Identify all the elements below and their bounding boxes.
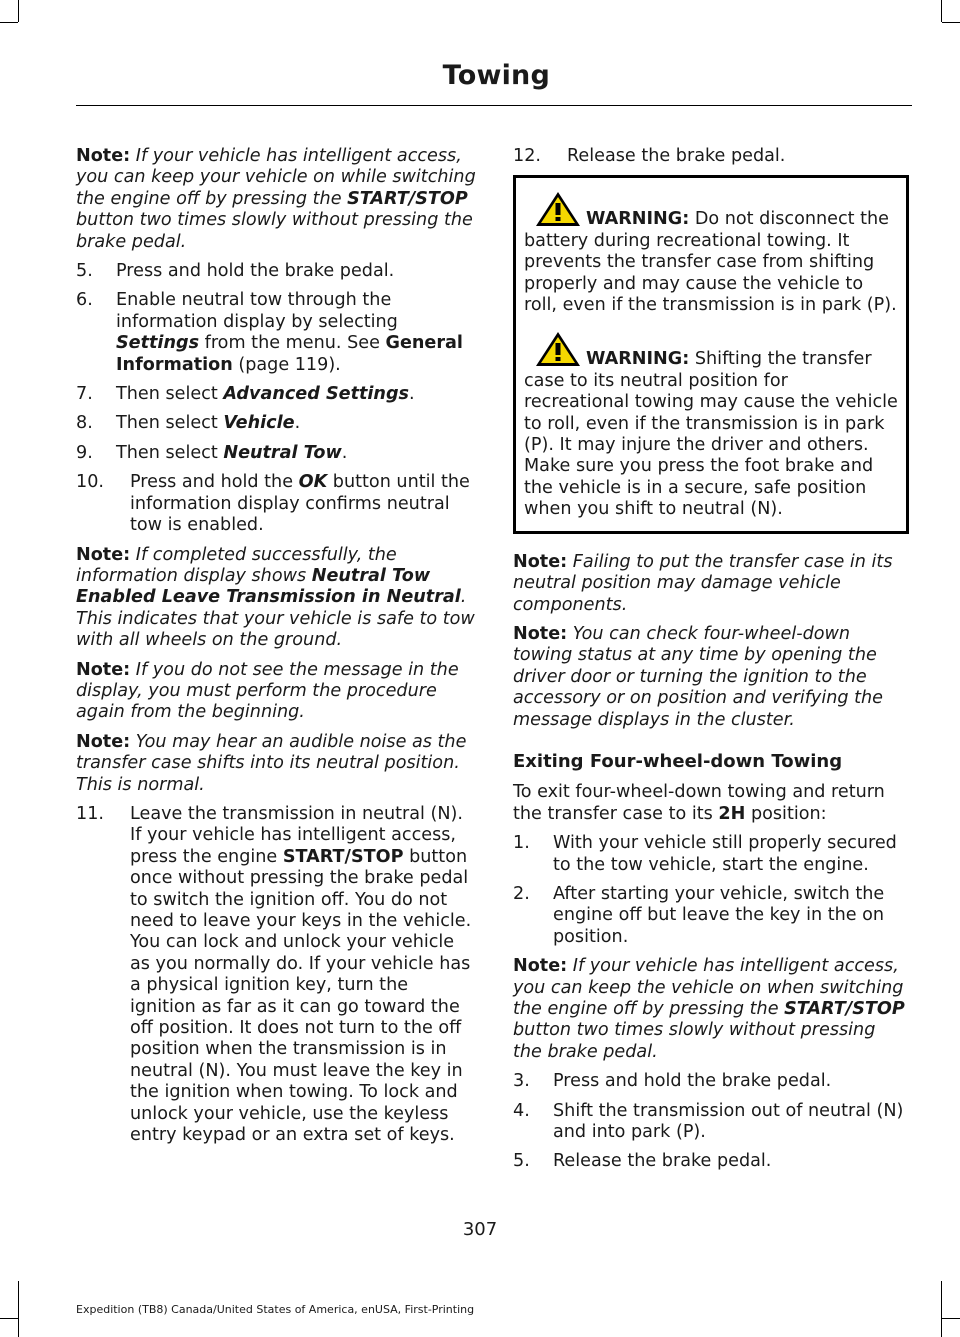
step-6	[76, 290, 476, 376]
note-text: If you do not see the message in the display, you must perform the procedure again from the beginning.	[76, 659, 459, 723]
step-text	[116, 443, 476, 464]
note-label: Note:	[513, 623, 568, 644]
note-text: You may hear an audible noise as the transfer case shifts into its neutral position. This is normal.	[76, 731, 467, 795]
step-number: 8.	[76, 413, 93, 434]
step-7	[76, 384, 476, 405]
intro-text: To exit four-wheel-down towing and return the transfer case to its	[513, 782, 885, 824]
note-label: Note:	[76, 146, 131, 166]
note-text: If your vehicle has intelligent access, you can keep the vehicle on when switching the engine off by pressing the	[513, 956, 904, 1019]
note-label: Note:	[76, 544, 131, 565]
step-text	[116, 290, 476, 376]
left-column	[76, 146, 476, 1154]
step-number: 3.	[513, 1071, 530, 1092]
warning-text: Do not disconnect the battery during recreational towing. It prevents the transfer case from shifting properly and may cause the vehicle to roll, even if the transmission is in park (P).	[524, 209, 897, 316]
cross-reference: General Information	[116, 333, 463, 375]
note	[513, 552, 909, 616]
note-text: . This indicates that your vehicle is safe to tow with all wheels on the ground.	[76, 587, 475, 651]
crop-mark	[0, 22, 18, 23]
menu-item-settings: Settings	[116, 333, 200, 354]
warning-box	[513, 175, 909, 533]
step-3	[513, 1071, 909, 1092]
step-number: 1.	[513, 833, 530, 854]
note-emphasis: Neutral Tow Enabled Leave Transmission in Neutral	[76, 565, 461, 608]
step-4	[513, 1101, 909, 1144]
step-text-part: .	[341, 442, 348, 463]
note-label: Note:	[513, 551, 568, 572]
note-label: Note:	[513, 956, 568, 977]
step-2	[513, 884, 909, 948]
crop-mark	[18, 0, 19, 22]
right-column	[513, 146, 909, 1181]
footer: Expedition (TB8) Canada/United States of America, enUSA, First-Printing	[76, 1303, 475, 1316]
crop-mark	[942, 22, 960, 23]
page-title: Towing	[442, 60, 550, 91]
note-label: Note:	[76, 731, 131, 752]
crop-mark	[941, 1281, 942, 1337]
step-text	[116, 413, 476, 434]
step-text-part: button once without pressing the brake pedal to switch the ignition off. You do not need to leave your keys in the vehicle. You can lock and unlock your vehicle as you normally do. If your vehicle has a physical ignition key, turn the ignition as far as it can go toward the off position. It does not turn to the off position when the transmission is in neutral (N). You must leave the key in the ignition when towing. To lock and unlock your vehicle, use the keyless entry keypad or an extra set of keys.	[130, 846, 472, 1146]
ok-button-reference: OK	[298, 472, 328, 493]
start-stop-reference: START/STOP	[282, 846, 404, 867]
note	[513, 956, 909, 1063]
crop-mark	[18, 1281, 19, 1337]
step-number: 2.	[513, 883, 530, 904]
step-1	[513, 833, 909, 876]
crop-mark	[941, 0, 942, 22]
note-text: button two times slowly without pressing the brake pedal.	[76, 210, 473, 252]
step-text-part: .	[409, 384, 415, 405]
warning-text: Shifting the transfer case to its neutral position for recreational towing may cause the vehicle to roll, even if the transmission is in park (P). It may injure the driver and others. Make sure you press the foot brake and the vehicle is in a secure, safe position when you shift to neutral (N).	[524, 349, 898, 520]
step-10	[76, 472, 476, 536]
page-reference: (page 119).	[232, 354, 341, 375]
header-rule	[76, 105, 912, 106]
step-text: Press and hold the brake pedal.	[116, 261, 395, 282]
step-text-part: Then select	[116, 442, 224, 463]
position-2h: 2H	[718, 803, 746, 824]
step-9	[76, 443, 476, 464]
warning	[524, 330, 898, 520]
step-text	[116, 384, 476, 405]
warning-triangle-icon	[534, 190, 582, 228]
note	[76, 732, 476, 796]
step-5	[76, 261, 476, 282]
page-number: 307	[462, 1219, 498, 1240]
crop-mark	[942, 1318, 960, 1319]
step-text: With your vehicle still properly secured to the tow vehicle, start the engine.	[553, 833, 897, 875]
note	[76, 545, 476, 652]
step-number: 9.	[76, 442, 93, 463]
intro-paragraph	[513, 782, 909, 825]
warning-label: WARNING:	[586, 349, 690, 370]
note-text: Failing to put the transfer case in its neutral position may damage vehicle components.	[513, 551, 893, 615]
step-number: 6.	[76, 290, 93, 311]
step-text: Shift the transmission out of neutral (N) and into park (P).	[553, 1100, 904, 1143]
step-text: After starting your vehicle, switch the engine off but leave the key in the on position.	[553, 883, 885, 947]
step-12	[513, 146, 909, 167]
note-text: You can check four-wheel-down towing status at any time by opening the driver door or turning the ignition to the accessory or on position and verifying the message displays in the cluster.	[513, 623, 883, 730]
step-text-part: Then select	[116, 413, 224, 434]
step-text-part: button until the information display confirms neutral tow is enabled.	[130, 472, 470, 536]
step-11	[76, 804, 476, 1147]
note	[76, 146, 476, 253]
step-5	[513, 1151, 909, 1172]
warning-label: WARNING:	[586, 209, 690, 230]
section-heading: Exiting Four-wheel-down Towing	[513, 750, 843, 772]
step-text-part: .	[294, 413, 301, 434]
step-text-part: Then select	[116, 384, 224, 405]
note-emphasis: START/STOP	[347, 188, 468, 209]
menu-item-neutral-tow: Neutral Tow	[223, 442, 342, 463]
step-text: Release the brake pedal.	[553, 1151, 772, 1172]
step-text: Release the brake pedal.	[567, 146, 786, 166]
step-text-part: Leave the transmission in neutral (N). If your vehicle has intelligent access, press the engine	[130, 803, 464, 867]
warning-triangle-icon	[534, 330, 582, 368]
step-number: 5.	[513, 1151, 530, 1172]
note-text: If completed successfully, the information display shows	[76, 544, 397, 586]
step-text	[130, 804, 476, 1147]
step-8	[76, 413, 476, 434]
crop-mark	[0, 1318, 18, 1319]
note	[513, 624, 909, 731]
intro-text: position:	[745, 803, 827, 824]
note-text: If your vehicle has intelligent access, you can keep your vehicle on while switching the engine off by pressing the	[76, 146, 476, 209]
note-label: Note:	[76, 659, 131, 680]
menu-item-advanced-settings: Advanced Settings	[223, 384, 410, 405]
step-number: 5.	[76, 261, 93, 282]
step-text-part: from the menu. See	[199, 333, 386, 354]
step-number: 10.	[76, 472, 104, 493]
step-number: 7.	[76, 384, 93, 405]
step-number: 11.	[76, 803, 104, 824]
step-number: 4.	[513, 1100, 530, 1121]
step-number: 12.	[513, 146, 541, 166]
step-text	[130, 472, 476, 536]
note-emphasis: START/STOP	[784, 999, 905, 1019]
note-text: button two times slowly without pressing the brake pedal.	[513, 1020, 876, 1062]
note	[76, 660, 476, 724]
step-text-part: Press and hold the	[130, 472, 299, 493]
menu-item-vehicle: Vehicle	[223, 413, 295, 434]
step-text-part: Enable neutral tow through the information display by selecting	[116, 290, 398, 332]
warning	[524, 190, 898, 316]
step-text: Press and hold the brake pedal.	[553, 1071, 832, 1092]
